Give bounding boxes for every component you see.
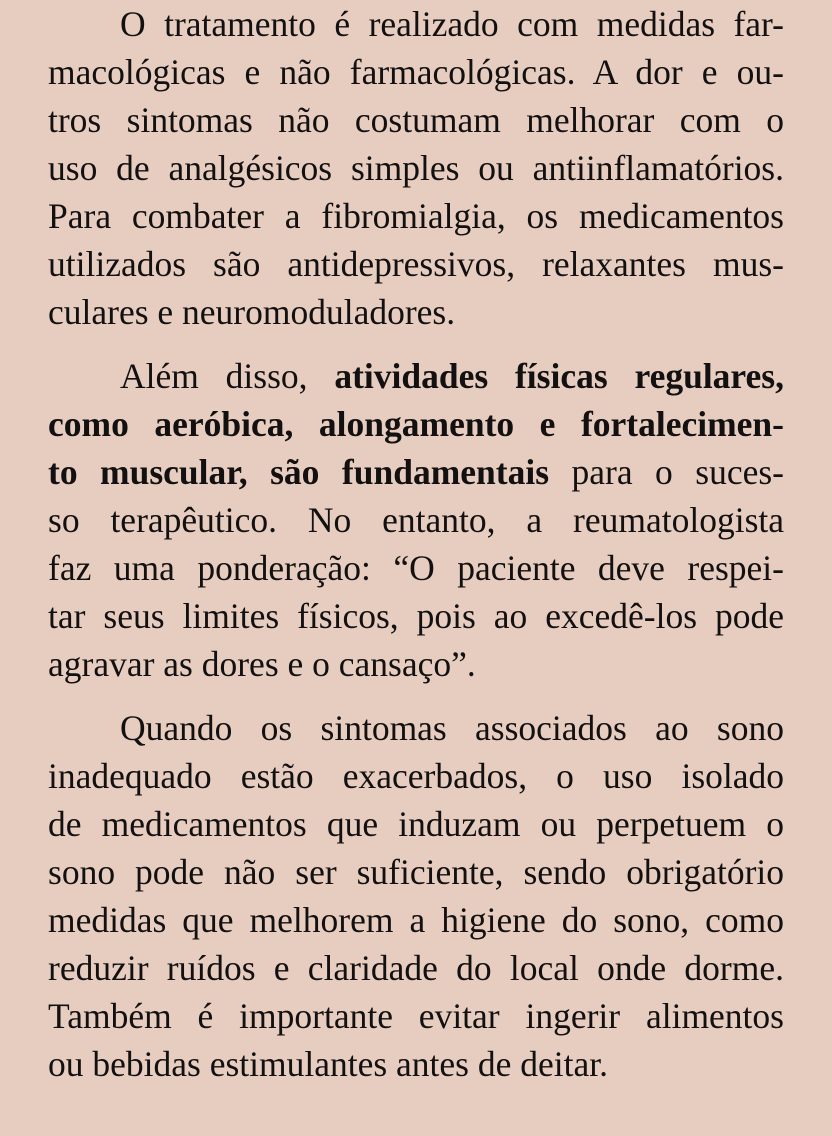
text-line bbox=[48, 592, 784, 640]
text-segment: para o suces- bbox=[549, 452, 784, 492]
text-line bbox=[48, 288, 784, 336]
text-line bbox=[48, 352, 784, 400]
text-segment: agravar as dores e o cansaço”. bbox=[48, 644, 476, 684]
paragraph-physical-activity bbox=[48, 352, 784, 688]
text-line bbox=[48, 800, 784, 848]
text-line bbox=[48, 400, 784, 448]
text-segment: Além disso, bbox=[120, 356, 335, 396]
bold-text-segment: to muscular, são fundamentais bbox=[48, 452, 550, 492]
text-segment: utilizados são antidepressivos, relaxantes mus- bbox=[48, 244, 784, 284]
text-segment: Para combater a fibromialgia, os medicamentos bbox=[48, 196, 784, 236]
text-line bbox=[48, 96, 784, 144]
text-segment: inadequado estão exacerbados, o uso isolado bbox=[48, 756, 784, 796]
bold-text-segment: como aeróbica, alongamento e fortalecimen- bbox=[48, 404, 784, 444]
text-segment: de medicamentos que induzam ou perpetuem o bbox=[48, 804, 784, 844]
text-segment: uso de analgésicos simples ou antiinflamatórios. bbox=[48, 148, 784, 188]
text-line bbox=[48, 640, 784, 688]
text-line bbox=[48, 896, 784, 944]
text-line bbox=[48, 1040, 784, 1088]
paragraph-treatment bbox=[48, 0, 784, 336]
text-line bbox=[48, 544, 784, 592]
text-line bbox=[48, 704, 784, 752]
text-line bbox=[48, 240, 784, 288]
text-line bbox=[48, 944, 784, 992]
text-line bbox=[48, 848, 784, 896]
text-line bbox=[48, 752, 784, 800]
text-line bbox=[48, 192, 784, 240]
bold-text-segment: atividades físicas regulares, bbox=[334, 356, 784, 396]
text-segment: O tratamento é realizado com medidas far- bbox=[120, 4, 784, 44]
text-segment: culares e neuromoduladores. bbox=[48, 292, 456, 332]
text-line bbox=[48, 144, 784, 192]
text-segment: sono pode não ser suficiente, sendo obrigatório bbox=[48, 852, 784, 892]
text-segment: ou bebidas estimulantes antes de deitar. bbox=[48, 1044, 608, 1084]
text-segment: faz uma ponderação: “O paciente deve respei- bbox=[48, 548, 784, 588]
text-segment: reduzir ruídos e claridade do local onde dorme. bbox=[48, 948, 784, 988]
text-line bbox=[48, 448, 784, 496]
text-line bbox=[48, 992, 784, 1040]
text-segment: Também é importante evitar ingerir alimentos bbox=[48, 996, 784, 1036]
text-segment: tros sintomas não costumam melhorar com o bbox=[48, 100, 784, 140]
text-line bbox=[48, 48, 784, 96]
text-line bbox=[48, 0, 784, 48]
text-segment: Quando os sintomas associados ao sono bbox=[120, 708, 784, 748]
text-segment: tar seus limites físicos, pois ao excedê-los pode bbox=[48, 596, 784, 636]
text-line bbox=[48, 496, 784, 544]
text-segment: macológicas e não farmacológicas. A dor e ou- bbox=[48, 52, 784, 92]
text-segment: so terapêutico. No entanto, a reumatologista bbox=[48, 500, 784, 540]
text-segment: medidas que melhorem a higiene do sono, como bbox=[48, 900, 784, 940]
paragraph-sleep bbox=[48, 704, 784, 1088]
